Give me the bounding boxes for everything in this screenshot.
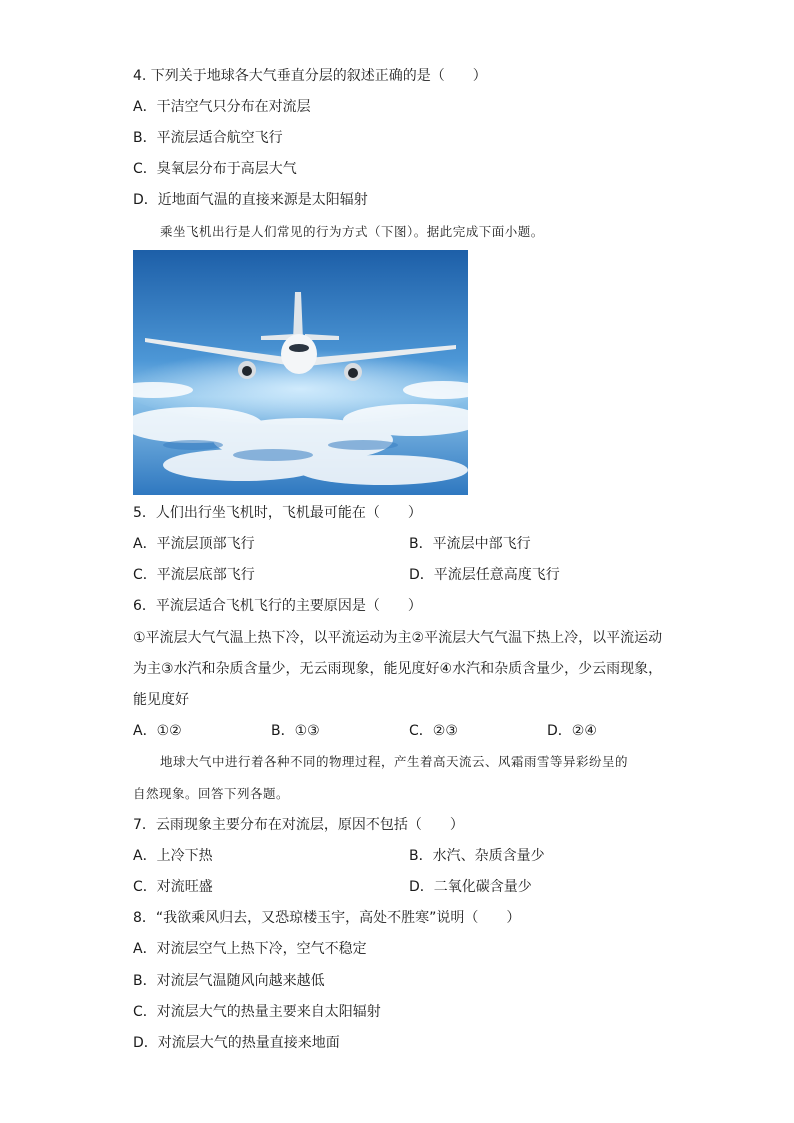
q8-option-c: C．对流层大气的热量主要来自太阳辐射 — [133, 1004, 381, 1020]
q4-stem: 4. 下列关于地球各大气垂直分层的叙述正确的是（ ） — [133, 68, 487, 84]
q5-option-a: A．平流层顶部飞行 — [133, 536, 255, 552]
atmosphere-intro-line2: 自然现象。回答下列各题。 — [133, 786, 290, 801]
q8-stem: 8．“我欲乘风归去，又恐琼楼玉宇，高处不胜寒”说明（ ） — [133, 910, 521, 926]
q6-option-a: A．①② — [133, 723, 182, 739]
q4-option-c: C．臭氧层分布于高层大气 — [133, 161, 297, 177]
q6-option-b: B．①③ — [271, 723, 320, 739]
q5-option-b: B．平流层中部飞行 — [409, 536, 531, 552]
atmosphere-intro-line1: 地球大气中进行着各种不同的物理过程，产生着高天流云、风霜雨雪等异彩纷呈的 — [160, 754, 629, 769]
q6-option-d: D．②④ — [547, 723, 597, 739]
q7-option-a: A．上冷下热 — [133, 848, 213, 864]
q5-option-d: D．平流层任意高度飞行 — [409, 567, 560, 583]
q4-option-d: D．近地面气温的直接来源是太阳辐射 — [133, 192, 368, 208]
q4-option-a: A．干洁空气只分布在对流层 — [133, 99, 311, 115]
airplane-intro: 乘坐飞机出行是人们常见的行为方式（下图）。据此完成下面小题。 — [160, 224, 544, 239]
q6-stem: 6．平流层适合飞机飞行的主要原因是（ ） — [133, 598, 422, 614]
q5-option-c: C．平流层底部飞行 — [133, 567, 255, 583]
q8-option-b: B．对流层气温随风向越来越低 — [133, 973, 325, 989]
airplane-photo — [133, 250, 468, 495]
q7-option-d: D．二氧化碳含量少 — [409, 879, 532, 895]
q7-option-c: C．对流旺盛 — [133, 879, 213, 895]
q5-stem: 5．人们出行坐飞机时，飞机最可能在（ ） — [133, 505, 422, 521]
q6-body-line1: ①平流层大气气温上热下冷，以平流运动为主②平流层大气气温下热上冷，以平流运动 — [133, 630, 663, 646]
q6-body-line3: 能见度好 — [133, 692, 189, 708]
q6-option-c: C．②③ — [409, 723, 458, 739]
q7-stem: 7．云雨现象主要分布在对流层，原因不包括（ ） — [133, 817, 464, 833]
q6-body-line2: 为主③水汽和杂质含量少，无云雨现象，能见度好④水汽和杂质含量少，少云雨现象， — [133, 661, 663, 677]
q4-option-b: B．平流层适合航空飞行 — [133, 130, 283, 146]
q7-option-b: B．水汽、杂质含量少 — [409, 848, 545, 864]
q8-option-d: D．对流层大气的热量直接来地面 — [133, 1035, 340, 1051]
q8-option-a: A．对流层空气上热下冷，空气不稳定 — [133, 941, 367, 957]
